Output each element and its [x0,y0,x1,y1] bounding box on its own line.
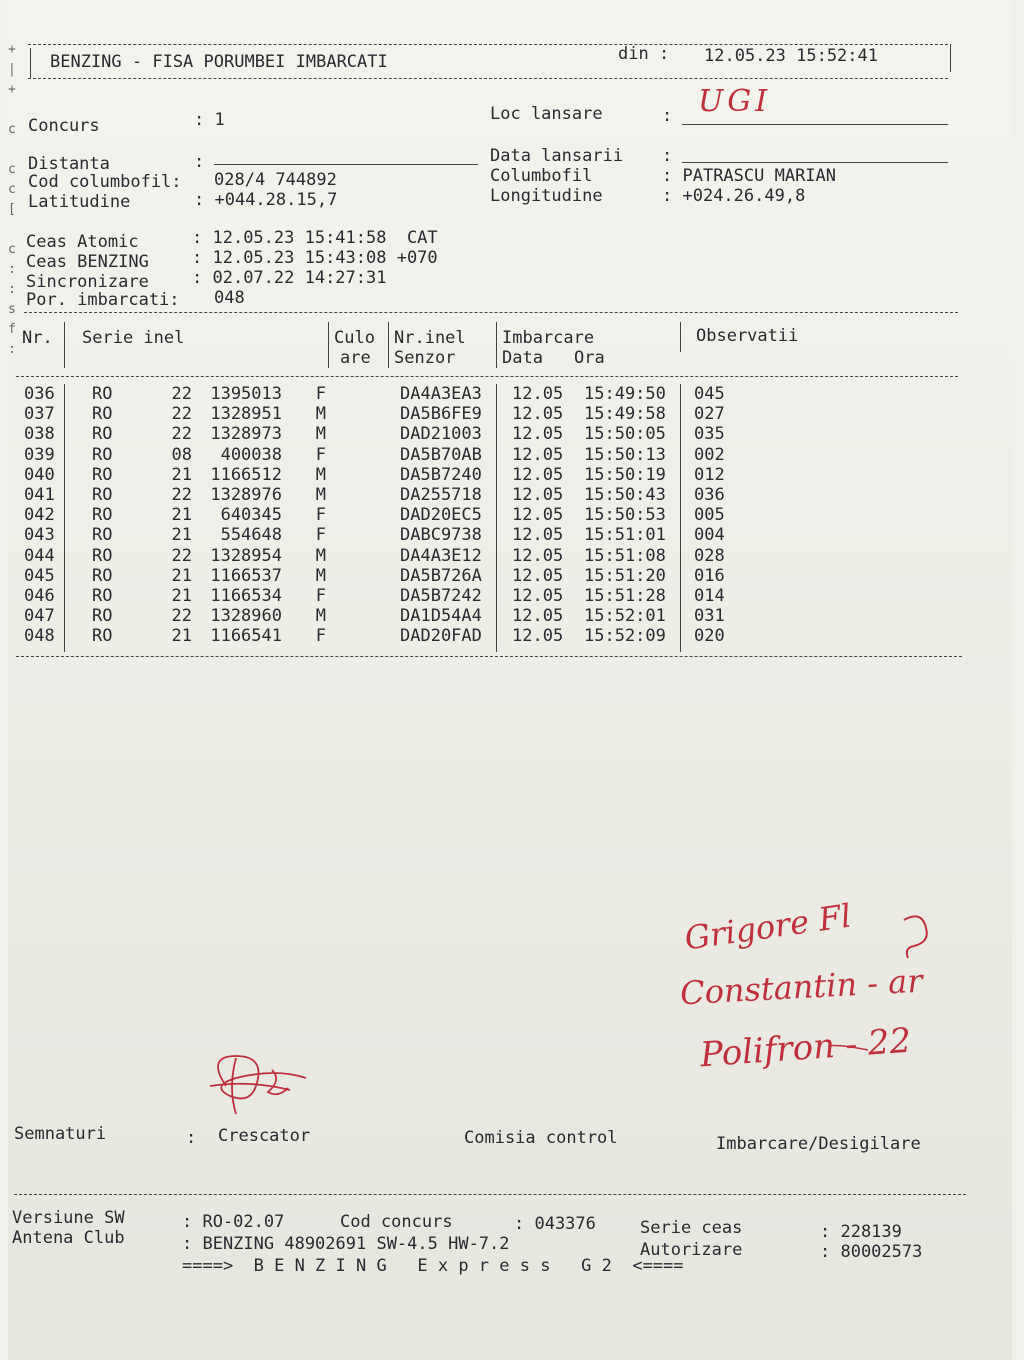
row-observatii: 002 [694,444,725,465]
pigeon-table [24,384,725,646]
col-header-ora: Ora [574,348,605,368]
table-row [24,445,725,465]
row-year: 22 [171,606,192,627]
row-time: 15:50:19 [584,464,666,485]
row-observatii: 028 [694,545,725,566]
row-date: 12.05 [512,485,564,506]
row-sex: F [315,444,326,465]
row-nr: 038 [24,424,55,445]
sincronizare-label: Sincronizare [26,272,149,292]
distanta-label: Distanta [28,154,110,174]
distanta-blank-line [214,164,478,165]
row-sensor: DABC9738 [400,525,482,546]
loc-lansare-handwritten: UGI [698,84,772,119]
row-time: 15:52:09 [584,626,666,647]
loc-lansare-colon: : [662,106,673,126]
row-sex: M [315,545,326,566]
concurs-label: Concurs [28,116,100,136]
row-sex: F [315,384,326,405]
row-observatii: 004 [694,525,725,546]
col-header-nr: Nr. [22,328,53,348]
row-year: 22 [171,404,192,425]
table-row [24,626,725,646]
row-time: 15:51:28 [584,585,666,606]
row-time: 15:50:05 [584,424,666,445]
footer-top-rule [14,1194,966,1195]
row-observatii: 036 [694,485,725,506]
table-row [24,384,725,404]
row-color [338,546,396,566]
row-country: RO [92,464,113,485]
ceas-benzing-label: Ceas BENZING [26,252,149,272]
serie-ceas-label: Serie ceas [640,1218,743,1238]
row-sensor: DAD21003 [400,424,482,445]
row-color [338,465,396,485]
table-row [24,424,725,444]
row-color [338,586,396,606]
row-sensor: DA4A3EA3 [400,384,482,405]
row-nr: 041 [24,485,55,506]
row-country: RO [92,444,113,465]
row-sensor: DA5B70AB [400,444,482,465]
data-lansarii-colon: : [662,146,673,166]
row-divider-time [680,384,681,652]
col-header-observatii: Observatii [696,326,799,346]
cod-concurs-label: Cod concurs [340,1212,453,1232]
row-sex: F [315,585,326,606]
autorizare-value: : 80002573 [820,1242,923,1262]
col-header-serie: Serie inel [82,328,185,348]
row-year: 21 [171,464,192,485]
row-observatii: 016 [694,565,725,586]
margin-punch-marks: + | + c c c [ c : : s f : [8,42,16,357]
col-divider-nrinel [496,322,497,368]
row-nr: 046 [24,585,55,606]
cod-columbofil-value: 028/4 744892 [214,170,337,190]
row-country: RO [92,606,113,627]
row-nr: 037 [24,404,55,425]
row-ring-number: 1166534 [210,585,282,606]
row-year: 22 [171,545,192,566]
col-divider-culo [388,322,389,368]
row-date: 12.05 [512,565,564,586]
row-country: RO [92,424,113,445]
antena-club-label: Antena Club [12,1228,125,1248]
serie-ceas-value: : 228139 [820,1222,902,1242]
header-left-border [30,48,31,78]
col-divider-nr [64,322,65,368]
row-ring-number: 640345 [220,505,282,526]
row-sex: M [315,606,326,627]
row-sex: F [315,626,326,647]
col-divider-serie [328,322,329,368]
row-nr: 040 [24,464,55,485]
table-row [24,586,725,606]
row-color [338,606,396,626]
loc-lansare-label: Loc lansare [490,104,603,124]
row-ring-number: 1166512 [210,464,282,485]
table-row [24,404,725,424]
row-sensor: DA5B7240 [400,464,482,485]
row-country: RO [92,485,113,506]
row-sensor: DAD20FAD [400,626,482,647]
row-nr: 045 [24,565,55,586]
row-time: 15:49:58 [584,404,666,425]
row-observatii: 020 [694,626,725,647]
handwritten-name-2: Constantin - ar [679,961,924,1013]
header-bottom-rule [28,78,948,79]
handwritten-name-3: Polifron - 22 [698,1020,913,1076]
benzing-express-banner: ====> B E N Z I N G E x p r e s s G 2 <==== [182,1256,684,1276]
table-row [24,485,725,505]
row-date: 12.05 [512,585,564,606]
row-sex: M [315,565,326,586]
table-row [24,606,725,626]
ceas-atomic-value: : 12.05.23 15:41:58 CAT [192,228,438,248]
row-country: RO [92,525,113,546]
row-year: 21 [171,626,192,647]
row-color [338,424,396,444]
row-nr: 047 [24,606,55,627]
latitudine-value: : +044.28.15,7 [194,190,338,210]
row-nr: 043 [24,525,55,546]
row-divider-sensor [496,384,497,652]
cod-columbofil-label: Cod columbofil: [28,172,182,192]
row-date: 12.05 [512,444,564,465]
row-divider-nr [64,384,65,652]
row-sensor: DA1D54A4 [400,606,482,627]
row-country: RO [92,545,113,566]
row-time: 15:50:43 [584,485,666,506]
row-sex: M [315,464,326,485]
row-date: 12.05 [512,505,564,526]
row-nr: 048 [24,626,55,647]
ceas-atomic-label: Ceas Atomic [26,232,139,252]
row-ring-number: 1328951 [210,404,282,425]
row-color [338,404,396,424]
row-observatii: 045 [694,384,725,405]
row-sex: M [315,485,326,506]
row-year: 22 [171,384,192,405]
row-time: 15:50:53 [584,505,666,526]
row-color [338,566,396,586]
row-sensor: DA255718 [400,485,482,506]
row-country: RO [92,626,113,647]
header-top-rule [28,44,948,45]
din-timestamp: 12.05.23 15:52:41 [704,46,878,66]
row-time: 15:51:20 [584,565,666,586]
longitudine-value: : +024.26.49,8 [662,186,806,206]
row-time: 15:49:50 [584,384,666,405]
col-header-culo-2: are [340,348,371,368]
table-bottom-rule [16,656,962,657]
row-observatii: 027 [694,404,725,425]
row-country: RO [92,404,113,425]
din-label: din : [618,44,670,64]
table-header-rule [16,376,958,377]
latitudine-label: Latitudine [28,192,131,212]
row-sensor: DA5B6FE9 [400,404,482,425]
cod-concurs-value: : 043376 [514,1214,596,1234]
semnaturi-colon: : [186,1128,197,1148]
row-ring-number: 554648 [220,525,282,546]
header-right-border [950,44,951,72]
row-year: 21 [171,565,192,586]
table-row [24,546,725,566]
row-sensor: DA5B7242 [400,585,482,606]
row-color [338,505,396,525]
por-imbarcati-label: Por. imbarcati: [26,290,180,310]
col-header-imbarcare: Imbarcare [502,328,595,348]
row-ring-number: 1328954 [210,545,282,566]
row-date: 12.05 [512,424,564,445]
row-date: 12.05 [512,404,564,425]
row-sensor: DA5B726A [400,565,482,586]
columbofil-value: : PATRASCU MARIAN [662,166,837,186]
row-date: 12.05 [512,464,564,485]
row-color [338,525,396,545]
row-year: 21 [171,505,192,526]
imbarcare-desigilare-label: Imbarcare/Desigilare [716,1134,921,1154]
comisia-control-label: Comisia control [464,1128,618,1148]
por-imbarcati-value: 048 [214,288,245,308]
crescator-signature [196,1046,316,1120]
row-ring-number: 1166537 [210,565,282,586]
col-divider-imbarcare [680,322,681,352]
col-header-data: Data [502,348,543,368]
row-nr: 036 [24,384,55,405]
autorizare-label: Autorizare [640,1240,743,1260]
data-lansarii-label: Data lansarii [490,146,624,166]
document-title: BENZING - FISA PORUMBEI IMBARCATI [50,52,388,72]
row-country: RO [92,565,113,586]
row-time: 15:51:01 [584,525,666,546]
printout-sheet [8,0,1012,1360]
row-year: 21 [171,525,192,546]
row-sex: M [315,404,326,425]
columbofil-label: Columbofil [490,166,593,186]
row-sex: F [315,505,326,526]
row-country: RO [92,505,113,526]
row-year: 21 [171,585,192,606]
row-time: 15:51:08 [584,545,666,566]
col-header-culo: Culo [334,328,375,348]
row-sensor: DA4A3E12 [400,545,482,566]
crescator-label: Crescator [218,1126,311,1146]
longitudine-label: Longitudine [490,186,603,206]
row-sensor: DAD20EC5 [400,505,482,526]
table-row [24,525,725,545]
row-ring-number: 1328973 [210,424,282,445]
row-date: 12.05 [512,626,564,647]
table-top-rule [24,312,958,313]
row-time: 15:50:13 [584,444,666,465]
loc-lansare-blank-line [682,124,948,125]
table-row [24,465,725,485]
ceas-benzing-value: : 12.05.23 15:43:08 +070 [192,248,438,268]
sincronizare-value: : 02.07.22 14:27:31 [192,268,387,288]
row-ring-number: 1166541 [210,626,282,647]
antena-club-value: : BENZING 48902691 SW-4.5 HW-7.2 [182,1234,510,1254]
row-country: RO [92,585,113,606]
row-observatii: 012 [694,464,725,485]
row-ring-number: 1328976 [210,485,282,506]
row-sex: F [315,525,326,546]
versiune-sw-value: : RO-02.07 [182,1212,285,1232]
row-observatii: 031 [694,606,725,627]
row-country: RO [92,384,113,405]
row-nr: 044 [24,545,55,566]
table-row [24,505,725,525]
concurs-value: : 1 [194,110,225,130]
row-color [338,626,396,646]
row-year: 22 [171,485,192,506]
row-ring-number: 1395013 [210,384,282,405]
row-ring-number: 1328960 [210,606,282,627]
row-nr: 042 [24,505,55,526]
semnaturi-label: Semnaturi [14,1124,107,1144]
row-nr: 039 [24,444,55,465]
col-header-senzor: Senzor [394,348,456,368]
row-date: 12.05 [512,606,564,627]
row-observatii: 014 [694,585,725,606]
row-observatii: 005 [694,505,725,526]
table-row [24,566,725,586]
col-header-nrinel: Nr.inel [394,328,466,348]
row-year: 22 [171,424,192,445]
distanta-colon: : [194,152,205,172]
row-color [338,384,396,404]
row-year: 08 [171,444,192,465]
row-color [338,445,396,465]
versiune-sw-label: Versiune SW [12,1208,125,1228]
row-sex: M [315,424,326,445]
row-observatii: 035 [694,424,725,445]
row-date: 12.05 [512,384,564,405]
handwritten-name-1: Grigore Fl [682,896,854,958]
row-color [338,485,396,505]
row-time: 15:52:01 [584,606,666,627]
data-lansarii-blank-line [682,162,948,163]
row-date: 12.05 [512,545,564,566]
row-date: 12.05 [512,525,564,546]
row-ring-number: 400038 [220,444,282,465]
